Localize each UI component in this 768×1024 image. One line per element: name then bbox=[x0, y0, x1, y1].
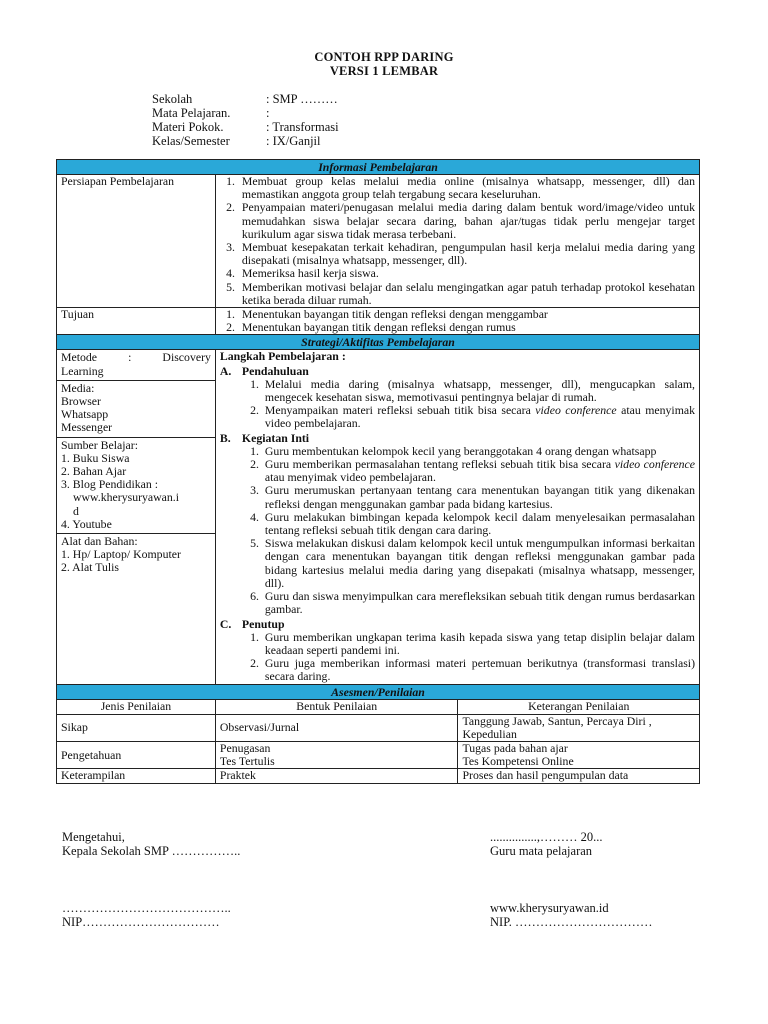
alat-label: Alat dan Bahan: bbox=[61, 534, 138, 549]
signature-right bbox=[490, 830, 603, 858]
media-item: Messenger bbox=[61, 420, 113, 435]
section-letter: A. bbox=[219, 363, 232, 378]
table-cell: Tanggung Jawab, Santun, Percaya Diri , Kepedulian bbox=[458, 714, 700, 741]
list-item: 6. Guru dan siswa menyimpulkan cara merefleksikan sebuah titik dengan rumus berdasarkan gambar. bbox=[262, 590, 695, 616]
alat-item: 2. Alat Tulis bbox=[61, 560, 120, 575]
meta-block bbox=[152, 92, 339, 148]
table-cell: Praktek bbox=[215, 769, 458, 784]
table-row bbox=[57, 714, 700, 741]
meta-row bbox=[152, 134, 339, 148]
alat-block bbox=[57, 534, 215, 577]
column-header: Keterangan Penilaian bbox=[458, 699, 700, 714]
table-cell: Keterampilan bbox=[57, 769, 216, 784]
doc-title: CONTOH RPP DARING bbox=[314, 50, 454, 64]
list-item: 3. Guru merumuskan pertanyaan tentang cara menentukan bayangan titik yang dikenakan refleksi dengan menggunakan gambar pada bidang kartesius. bbox=[262, 484, 695, 510]
sumber-item: d bbox=[73, 503, 79, 518]
sig-website: www.kherysuryawan.id bbox=[490, 901, 609, 915]
sig-role: Kepala Sekolah SMP …………….. bbox=[62, 844, 241, 858]
meta-value: : SMP ……… bbox=[266, 92, 338, 106]
table-cell: Tugas pada bahan ajar Tes Kompetensi Online bbox=[458, 741, 700, 768]
media-label: Media: bbox=[61, 380, 95, 395]
meta-key: Sekolah bbox=[152, 92, 193, 106]
list-item: 2. Penyampaian materi/penugasan melalui media daring dalam bentuk word/image/video untuk memudahkan siswa belajar secara daring, bahan ajar/tugas tidak perlu mengejar target kurikulum agar siswa tidak merasa terbebani. bbox=[238, 201, 695, 241]
section-title: Pendahuluan bbox=[241, 363, 309, 378]
langkah-title: Langkah Pembelajaran : bbox=[219, 349, 346, 364]
sumber-item: www.kherysuryawan.i bbox=[73, 490, 180, 505]
meta-row bbox=[152, 120, 339, 134]
persiapan-list bbox=[216, 175, 695, 307]
section-heading bbox=[220, 432, 695, 445]
sig-name-line: ………………………………….. bbox=[62, 901, 231, 915]
tujuan-list bbox=[216, 308, 695, 334]
list-item: 5. Memberikan motivasi belajar dan selalu mengingatkan agar patuh terhadap protokol kesehatan ketika berada diluar rumah. bbox=[238, 281, 695, 307]
sumber-item: 2. Bahan Ajar bbox=[61, 464, 127, 479]
section-title: Penutup bbox=[241, 616, 285, 631]
list-item: 4. Memeriksa hasil kerja siswa. bbox=[238, 267, 695, 280]
persiapan-label: Persiapan Pembelajaran bbox=[57, 175, 216, 308]
meta-row bbox=[152, 106, 339, 120]
sig-nip: NIP. …………………………… bbox=[490, 915, 653, 929]
inti-list bbox=[220, 445, 695, 617]
tujuan-label: Tujuan bbox=[57, 308, 216, 335]
sumber-label: Sumber Belajar: bbox=[61, 437, 138, 452]
info-header: Informasi Pembelajaran bbox=[57, 160, 700, 175]
metode-colon: : bbox=[128, 350, 132, 365]
meta-value: : Transformasi bbox=[266, 120, 339, 134]
column-header: Bentuk Penilaian bbox=[215, 699, 458, 714]
strategi-header: Strategi/Aktifitas Pembelajaran bbox=[57, 335, 700, 350]
column-header: Jenis Penilaian bbox=[57, 699, 216, 714]
section-letter: B. bbox=[219, 430, 231, 445]
sig-date: ...............,……… 20... bbox=[490, 830, 603, 844]
rpp-table bbox=[56, 159, 700, 784]
table-cell: Pengetahuan bbox=[57, 741, 216, 768]
penutup-list bbox=[220, 631, 695, 684]
list-item: 2. Guru memberikan permasalahan tentang refleksi sebuah titik bisa secara video conference atau menyimak video pembelajaran. bbox=[262, 458, 695, 484]
asesmen-header: Asesmen/Penilaian bbox=[57, 684, 700, 699]
media-item: Browser bbox=[61, 394, 101, 409]
meta-value: : IX/Ganjil bbox=[266, 134, 321, 148]
signature-left-bottom bbox=[62, 901, 231, 929]
signature-right-bottom bbox=[490, 901, 653, 929]
table-cell: Sikap bbox=[57, 714, 216, 741]
sumber-item: 1. Buku Siswa bbox=[61, 450, 130, 465]
sig-label: Mengetahui, bbox=[62, 830, 125, 844]
list-item: 1. Membuat group kelas melalui media online (misalnya whatsapp, messenger, dll) dan memastikan anggota group telah tergabung secara keseluruhan. bbox=[238, 175, 695, 201]
sig-nip: NIP…………………………… bbox=[62, 915, 220, 929]
table-row bbox=[57, 769, 700, 784]
meta-value: : bbox=[266, 106, 270, 120]
signature-left bbox=[62, 830, 240, 858]
alat-item: 1. Hp/ Laptop/ Komputer bbox=[61, 547, 181, 562]
sig-role: Guru mata pelajaran bbox=[490, 844, 593, 858]
list-item: 1. Menentukan bayangan titik dengan refleksi dengan menggambar bbox=[238, 308, 695, 321]
list-item: 1. Melalui media daring (misalnya whatsapp, messenger, dll), mengucapkan salam, mengecek kesehatan siswa, memotivasui pentingnya belajar di rumah. bbox=[262, 378, 695, 404]
pendahuluan-list bbox=[220, 378, 695, 431]
table-cell: Proses dan hasil pengumpulan data bbox=[458, 769, 700, 784]
sumber-item: 4. Youtube bbox=[61, 516, 112, 531]
meta-row bbox=[152, 92, 339, 106]
sumber-item: 3. Blog Pendidikan : bbox=[61, 477, 158, 492]
list-item: 5. Siswa melakukan diskusi dalam kelompok kecil untuk mengumpulkan informasi berkaitan dengan cara menentukan bayangan titik dengan refleksi menggunakan gambar pada bidang kartesius melalui media daring yang disepakati (misalnya whatsapp, messenger, dll). bbox=[262, 537, 695, 590]
metode-value: Discovery bbox=[162, 350, 211, 365]
meta-key: Materi Pokok. bbox=[152, 120, 224, 134]
section-title: Kegiatan Inti bbox=[241, 430, 310, 445]
meta-key: Mata Pelajaran. bbox=[152, 106, 231, 120]
section-letter: C. bbox=[219, 616, 232, 631]
sumber-block bbox=[57, 438, 215, 534]
media-block bbox=[57, 381, 215, 438]
list-item: 2. Guru juga memberikan informasi materi pertemuan berikutnya (transformasi translasi) secara daring. bbox=[262, 657, 695, 683]
table-cell: Penugasan Tes Tertulis bbox=[215, 741, 458, 768]
list-item: 2. Menyampaikan materi refleksi sebuah titik bisa secara video conference atau menyimak video pembelajaran. bbox=[262, 404, 695, 430]
list-item: 2. Menentukan bayangan titik dengan refleksi dengan rumus bbox=[238, 321, 695, 334]
list-item: 1. Guru membentukan kelompok kecil yang beranggotakan 4 orang dengan whatsapp bbox=[262, 445, 695, 458]
list-item: 3. Membuat kesepakatan terkait kehadiran, pengumpulan hasil kerja melalui media daring yang disepakati (misalnya whatsapp, messenger, dll). bbox=[238, 241, 695, 267]
doc-subtitle: VERSI 1 LEMBAR bbox=[329, 64, 439, 78]
table-cell: Observasi/Jurnal bbox=[215, 714, 458, 741]
langkah-cell bbox=[215, 350, 699, 684]
section-heading bbox=[220, 365, 695, 378]
strategi-left-column bbox=[57, 350, 216, 684]
list-item: 1. Guru memberikan ungkapan terima kasih kepada siswa yang tetap disiplin belajar dalam keadaan seperti pandemi ini. bbox=[262, 631, 695, 657]
metode-value-cont: Learning bbox=[61, 363, 104, 378]
metode-block bbox=[57, 350, 215, 380]
section-heading bbox=[220, 618, 695, 631]
media-item: Whatsapp bbox=[61, 407, 109, 422]
list-item: 4. Guru melakukan bimbingan kepada kelompok kecil dalam menyelesaikan permasalahan tentang refleksi sebuah titik dengan cara daring. bbox=[262, 511, 695, 537]
meta-key: Kelas/Semester bbox=[152, 134, 230, 148]
table-row bbox=[57, 741, 700, 768]
metode-label: Metode bbox=[61, 350, 98, 365]
